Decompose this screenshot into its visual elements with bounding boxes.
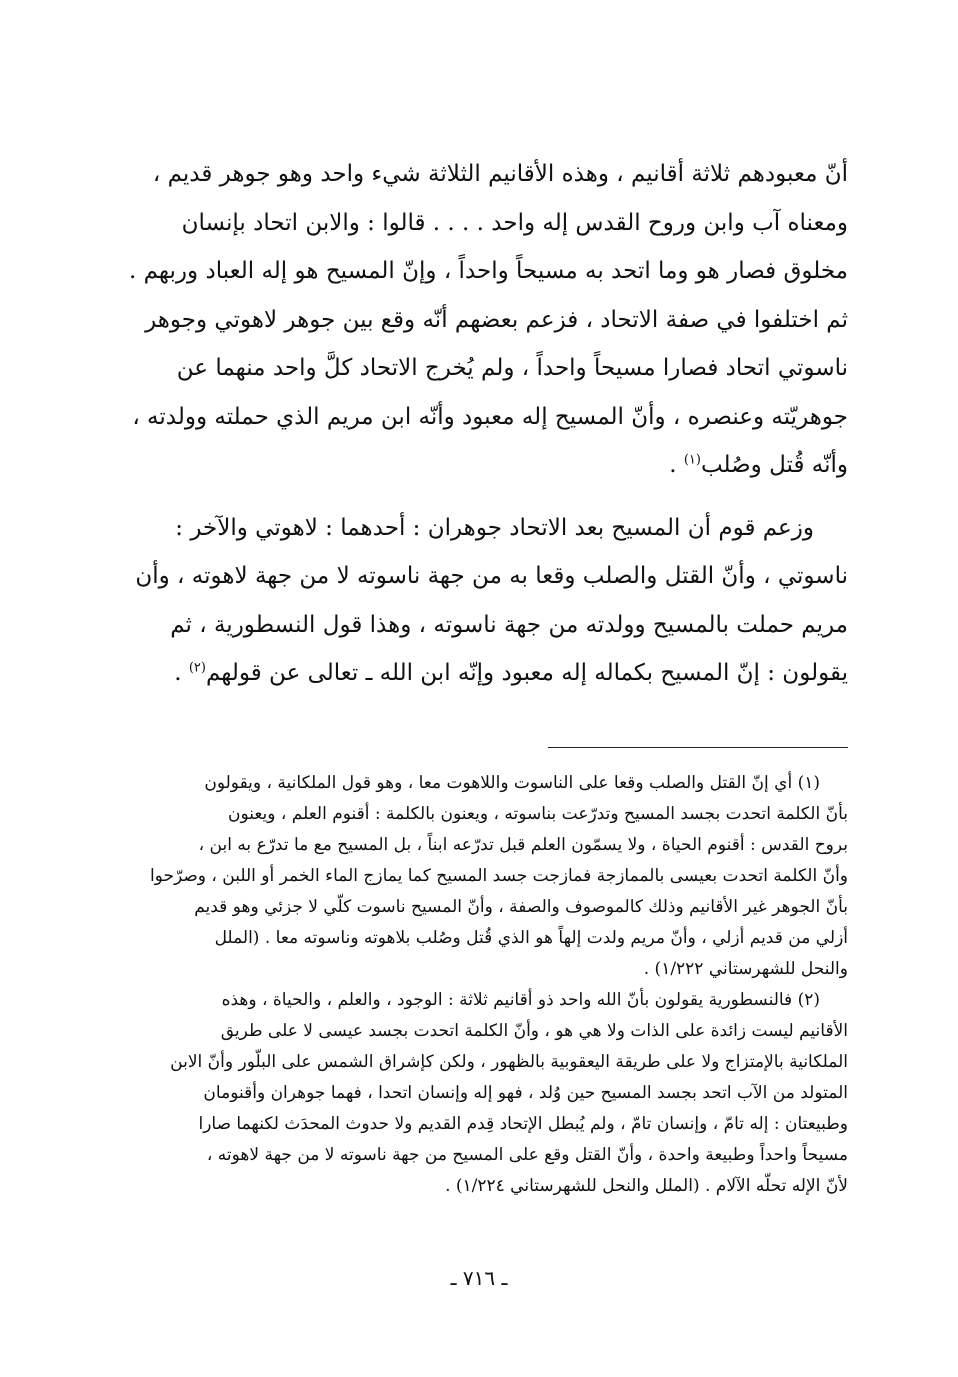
text-segment: .: [669, 452, 677, 478]
footnote-line: أزلي من قديم أزلي ، وأنّ مريم ولدت إلهاً هو الذي قُتل وصُلب بلاهوته وناسوته معا . (الملل: [214, 928, 848, 948]
footnote-line: (٢) فالنسطورية يقولون بأنّ الله واحد ذو أقانيم ثلاثة : الوجود ، والعلم ، والحياة ، وهذه: [221, 990, 820, 1010]
text-line: أنّ معبودهم ثلاثة أقانيم ، وهذه الأقانيم الثلاثة شيء واحد وهو جوهر قديم ،: [152, 161, 848, 187]
text-line: [118, 441, 848, 490]
main-text: [118, 150, 848, 698]
footnote-line: وطبيعتان : إله تامّ ، وإنسان تامّ ، ولم يُبطل الإتحاد قِدم القديم ولا حدوث المحدَث لكنهما صارا: [198, 1114, 848, 1134]
footnote-ref-1[interactable]: (١): [683, 452, 701, 468]
footnote-line: لأنّ الإله تحلّه الآلام . (الملل والنحل للشهرستاني ١/٢٢٤) .: [445, 1176, 848, 1196]
footnote-line: بأنّ الجوهر غير الأقانيم وذلك كالموصوف والصفة ، وأنّ المسيح ناسوت كلّي لا جزئي وهو قديم: [194, 897, 848, 917]
text-segment: يقولون : إنّ المسيح بكماله إله معبود وإنّه ابن الله ـ تعالى عن قولهم: [205, 660, 848, 686]
text-line: وزعم قوم أن المسيح بعد الاتحاد جوهران : أحدهما : لاهوتي والآخر :: [175, 514, 814, 541]
text-line: ومعناه آب وابن وروح القدس إله واحد . . . . قالوا : والابن اتحاد بإنسان: [181, 209, 848, 236]
text-segment: .: [174, 660, 182, 686]
footnote-line: بروح القدس : أقنوم الحياة ، ولا يسمّون العلم قبل تدرّعه ابناً ، بل المسيح مع ما تدرّع به ابن ،: [198, 835, 848, 855]
footnote-ref-2[interactable]: (٢): [188, 660, 206, 676]
footnote-line: (١) أي إنّ القتل والصلب وقعا على الناسوت واللاهوت معا ، وهو قول الملكانية ، ويقولون: [204, 773, 820, 793]
text-line: مريم حملت بالمسيح وولدته من جهة ناسوته ، وهذا قول النسطورية ، ثم: [170, 611, 848, 638]
page-number: ـ ٧١٦ ـ: [450, 1266, 508, 1290]
footnote-line: الأقانيم ليست زائدة على الذات ولا هي هو ، وأنّ الكلمة اتحدت بجسد عيسى لا على طريق: [220, 1021, 848, 1041]
text-line: ناسوتي ، وأنّ القتل والصلب وقعا به من جهة ناسوته لا من جهة لاهوته ، وأن: [135, 563, 848, 589]
footnote-1: [118, 768, 848, 985]
text-line: جوهريّته وعنصره ، وأنّ المسيح إله معبود وأنّه ابن مريم الذي حملته وولدته ،: [132, 403, 848, 430]
text-segment: وأنّه قُتل وصُلب: [700, 452, 848, 478]
footnote-line: المتولد من الآب اتحد بجسد المسيح حين وُلد ، فهو إله وإنسان اتحدا ، فهما جوهران وأقنومان: [203, 1083, 848, 1103]
text-line: مخلوق فصار هو وما اتحد به مسيحاً واحداً ، وإنّ المسيح هو إله العباد وربهم .: [129, 258, 848, 284]
footnote-separator: [548, 747, 848, 748]
footnote-2: [118, 985, 848, 1202]
paragraph-gap: [118, 490, 848, 504]
footnote-line: بأنّ الكلمة اتحدت بجسد المسيح وتدرّعت بناسوته ، ويعنون بالكلمة : أقنوم العلم ، ويعنون: [227, 804, 848, 824]
footnote-line: الملكانية بالإمتزاج ولا على طريقة اليعقوبية بالظهور ، ولكن كإشراق الشمس على البلّور وأنّ الابن: [170, 1052, 848, 1072]
text-line: ناسوتي اتحاد فصارا مسيحاً واحداً ، ولم يُخرج الاتحاد كلَّ واحد منهما عن: [176, 355, 848, 381]
footnote-line: وأنّ الكلمة اتحدت بعيسى بالممازجة فمازجت جسد المسيح كما يمازج الماء الخمر أو اللبن ، وصرّحوا: [149, 866, 848, 886]
footnotes: [118, 768, 848, 1202]
paragraph-1: [118, 150, 848, 490]
paragraph-2: [118, 504, 848, 698]
text-line: ثم اختلفوا في صفة الاتحاد ، فزعم بعضهم أنّه وقع بين جوهر لاهوتي وجوهر: [145, 306, 848, 333]
footnote-line: والنحل للشهرستاني ١/٢٢٢) .: [643, 959, 848, 979]
footnote-line: مسيحاً واحداً وطبيعة واحدة ، وأنّ القتل وقع على المسيح من جهة ناسوته لا من جهة لاهوته ،: [206, 1145, 848, 1165]
text-line: [118, 649, 848, 698]
